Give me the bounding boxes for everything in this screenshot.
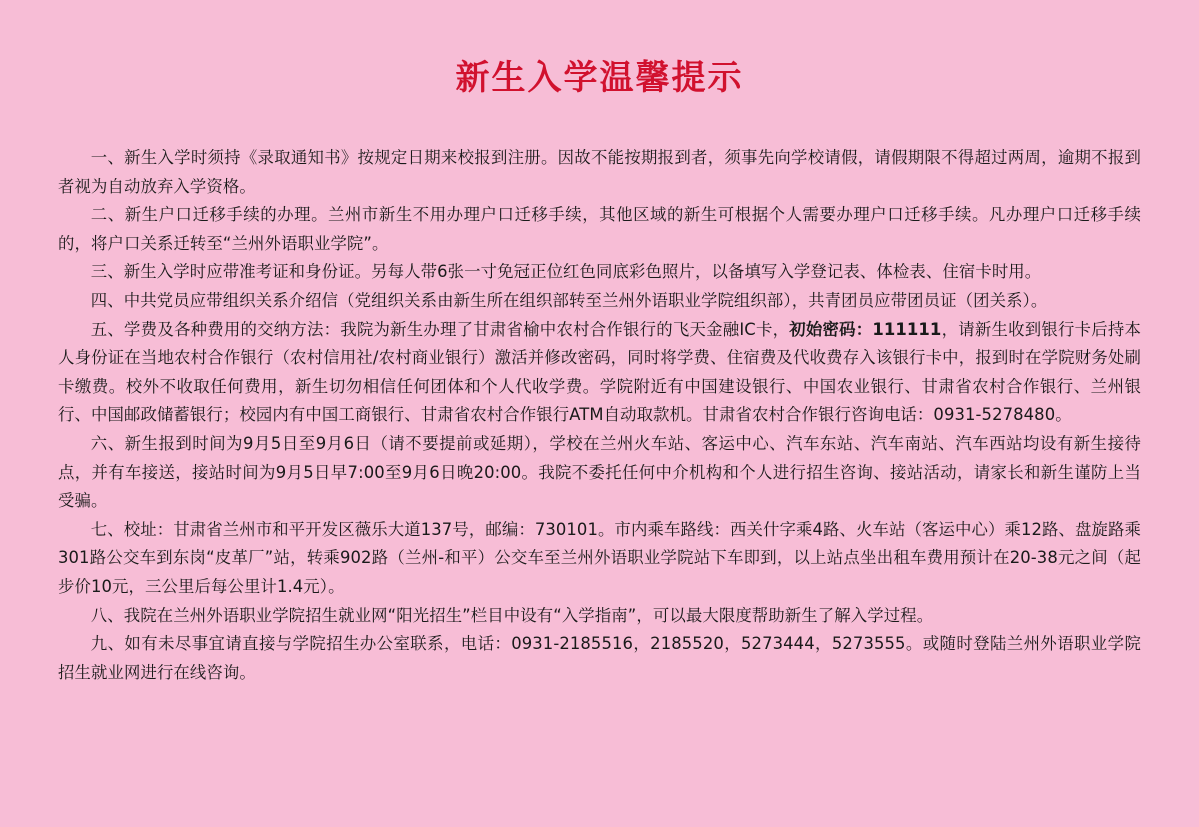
notice-item-5-text-after: ，请新生收到银行卡后持本人身份证在当地农村合作银行（农村信用社/农村商业银行）激活并修改密码，同时将学费、住宿费及代收费存入该银行卡中，报到时在学院财务处刷卡缴费。校外不收取任何费用，新生切勿相信任何团体和个人代收学费。学院附近有中国建设银行、中国农业银行、甘肃省农村合作银行、兰州银行、中国邮政储蓄银行；校园内有中国工商银行、甘肃省农村合作银行ATM自动取款机。甘肃省农村合作银行咨询电话：0931-5278480。: [58, 319, 1141, 425]
notice-item-2: 二、新生户口迁移手续的办理。兰州市新生不用办理户口迁移手续，其他区域的新生可根据个人需要办理户口迁移手续。凡办理户口迁移手续的，将户口关系迁转至“兰州外语职业学院”。: [58, 205, 1141, 253]
notice-item-7: 七、校址：甘肃省兰州市和平开发区薇乐大道137号，邮编：730101。市内乘车路线：西关什字乘4路、火车站（客运中心）乘12路、盘旋路乘301路公交车到东岗“皮革厂”站，转乘902路（兰州-和平）公交车至兰州外语职业学院站下车即到，以上站点坐出租车费用预计在20-38元之间（起步价10元，三公里后每公里计1.4元）。: [58, 519, 1141, 596]
notice-item-4: 四、中共党员应带组织关系介绍信（党组织关系由新生所在组织部转至兰州外语职业学院组织部），共青团员应带团员证（团关系）。: [90, 290, 1048, 310]
initial-password: 初始密码：111111: [789, 319, 942, 339]
notice-content: [58, 144, 1141, 687]
page-title: 新生入学温馨提示: [455, 58, 744, 98]
notice-item-5-text-before: 五、学费及各种费用的交纳方法：我院为新生办理了甘肃省榆中农村合作银行的飞天金融IC卡，: [90, 319, 790, 339]
notice-item-6: 六、新生报到时间为9月5日至9月6日（请不要提前或延期），学校在兰州火车站、客运中心、汽车东站、汽车南站、汽车西站均设有新生接待点，并有车接送，接站时间为9月5日早7:00至9月6日晚20:00。我院不委托任何中介机构和个人进行招生咨询、接站活动，请家长和新生谨防上当受骗。: [58, 433, 1141, 511]
notice-item-1: 一、新生入学时须持《录取通知书》按规定日期来校报到注册。因故不能按期报到者，须事先向学校请假，请假期限不得超过两周，逾期不报到者视为自动放弃入学资格。: [58, 148, 1141, 196]
notice-item-3: 三、新生入学时应带准考证和身份证。另每人带6张一寸免冠正位红色同底彩色照片，以备填写入学登记表、体检表、住宿卡时用。: [90, 262, 1042, 282]
notice-item-5: [58, 316, 1141, 430]
notice-item-8: 八、我院在兰州外语职业学院招生就业网“阳光招生”栏目中设有“入学指南”，可以最大限度帮助新生了解入学过程。: [90, 605, 934, 625]
notice-item-9: 九、如有未尽事宜请直接与学院招生办公室联系，电话：0931-2185516，2185520，5273444，5273555。或随时登陆兰州外语职业学院招生就业网进行在线咨询。: [58, 634, 1141, 682]
